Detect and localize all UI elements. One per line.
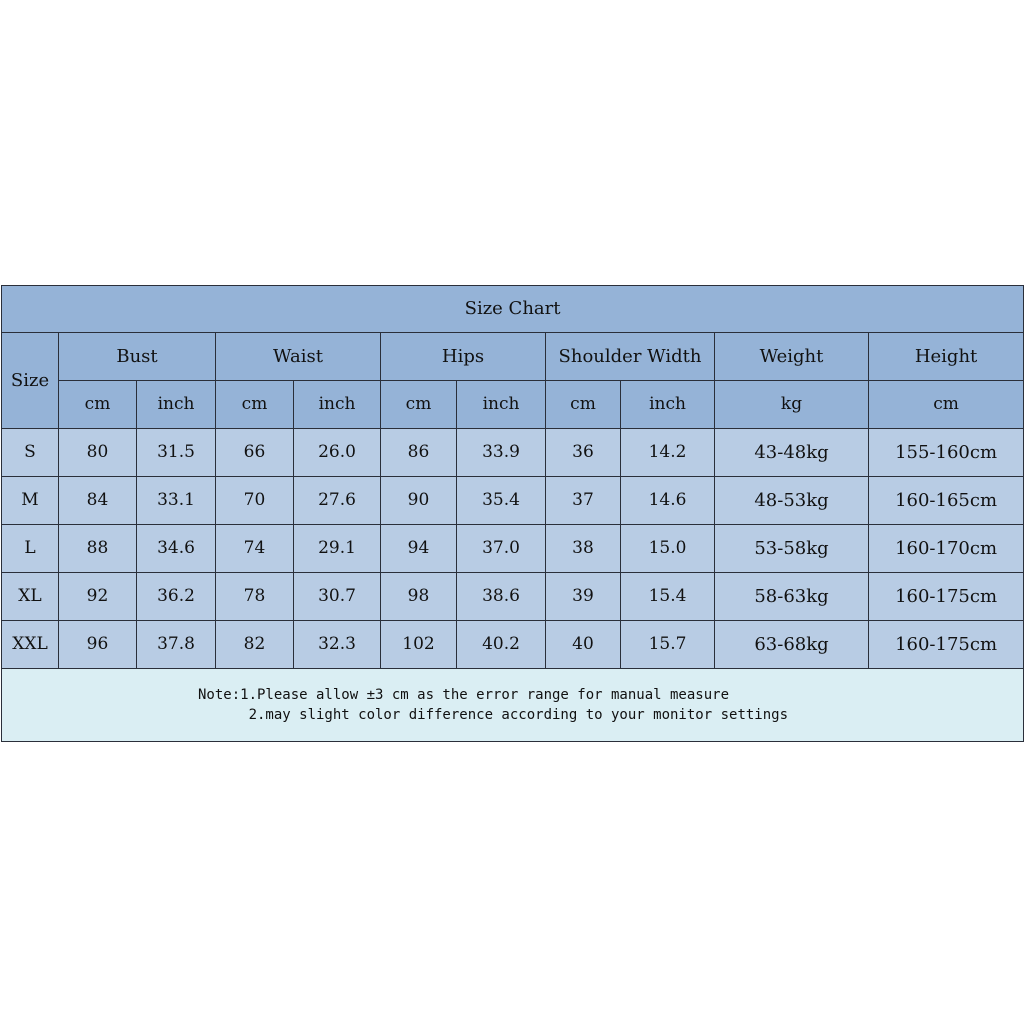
table-cell: 160-175cm: [869, 573, 1024, 621]
table-cell: 53-58kg: [715, 525, 869, 573]
size-cell: L: [2, 525, 59, 573]
unit-cell: inch: [137, 381, 216, 429]
table-cell: 102: [381, 621, 457, 669]
table-row: [2, 477, 1024, 525]
unit-cell: inch: [457, 381, 546, 429]
table-cell: 40.2: [457, 621, 546, 669]
unit-cell: cm: [546, 381, 621, 429]
table-cell: 27.6: [294, 477, 381, 525]
table-cell: 40: [546, 621, 621, 669]
table-cell: 160-170cm: [869, 525, 1024, 573]
size-cell: M: [2, 477, 59, 525]
table-cell: 37.8: [137, 621, 216, 669]
height-header: Height: [869, 333, 1024, 381]
table-cell: 78: [216, 573, 294, 621]
table-cell: 32.3: [294, 621, 381, 669]
table-cell: 88: [59, 525, 137, 573]
table-row: [2, 525, 1024, 573]
unit-cell: kg: [715, 381, 869, 429]
unit-row: [2, 381, 1024, 429]
table-cell: 15.0: [621, 525, 715, 573]
table-cell: 34.6: [137, 525, 216, 573]
table-cell: 96: [59, 621, 137, 669]
table-cell: 86: [381, 429, 457, 477]
table-row: [2, 621, 1024, 669]
size-chart-table: [1, 285, 1024, 742]
table-cell: 43-48kg: [715, 429, 869, 477]
chart-title: Size Chart: [2, 286, 1024, 333]
unit-cell: cm: [59, 381, 137, 429]
hips-header: Hips: [381, 333, 546, 381]
table-cell: 74: [216, 525, 294, 573]
table-cell: 14.6: [621, 477, 715, 525]
table-cell: 33.9: [457, 429, 546, 477]
table-cell: 160-165cm: [869, 477, 1024, 525]
size-cell: XXL: [2, 621, 59, 669]
table-cell: 33.1: [137, 477, 216, 525]
table-cell: 90: [381, 477, 457, 525]
table-cell: 66: [216, 429, 294, 477]
table-cell: 36: [546, 429, 621, 477]
size-cell: S: [2, 429, 59, 477]
unit-cell: inch: [294, 381, 381, 429]
title-row: [2, 286, 1024, 333]
note-row: [2, 669, 1024, 742]
table-cell: 38.6: [457, 573, 546, 621]
bust-header: Bust: [59, 333, 216, 381]
table-cell: 35.4: [457, 477, 546, 525]
table-cell: 15.4: [621, 573, 715, 621]
waist-header: Waist: [216, 333, 381, 381]
note-line-2: 2.may slight color difference according to your monitor settings: [198, 707, 789, 723]
shoulder-width-header: Shoulder Width: [546, 333, 715, 381]
table-cell: 29.1: [294, 525, 381, 573]
table-row: [2, 573, 1024, 621]
table-cell: 31.5: [137, 429, 216, 477]
unit-cell: inch: [621, 381, 715, 429]
table-cell: 37.0: [457, 525, 546, 573]
size-cell: XL: [2, 573, 59, 621]
table-cell: 82: [216, 621, 294, 669]
table-cell: 80: [59, 429, 137, 477]
table-row: [2, 429, 1024, 477]
table-cell: 30.7: [294, 573, 381, 621]
size-header: Size: [2, 333, 59, 429]
table-cell: 39: [546, 573, 621, 621]
unit-cell: cm: [869, 381, 1024, 429]
table-cell: 26.0: [294, 429, 381, 477]
weight-header: Weight: [715, 333, 869, 381]
table-cell: 160-175cm: [869, 621, 1024, 669]
table-cell: 15.7: [621, 621, 715, 669]
table-cell: 84: [59, 477, 137, 525]
table-cell: 37: [546, 477, 621, 525]
header-row: [2, 333, 1024, 381]
note-line-1: Note:1.Please allow ±3 cm as the error range for manual measure: [198, 687, 730, 703]
table-cell: 94: [381, 525, 457, 573]
unit-cell: cm: [381, 381, 457, 429]
table-cell: 38: [546, 525, 621, 573]
table-cell: 98: [381, 573, 457, 621]
unit-cell: cm: [216, 381, 294, 429]
table-cell: 14.2: [621, 429, 715, 477]
table-cell: 48-53kg: [715, 477, 869, 525]
table-cell: 36.2: [137, 573, 216, 621]
table-cell: 58-63kg: [715, 573, 869, 621]
table-cell: 155-160cm: [869, 429, 1024, 477]
note-cell: [2, 669, 1024, 742]
table-cell: 92: [59, 573, 137, 621]
table-cell: 63-68kg: [715, 621, 869, 669]
table-cell: 70: [216, 477, 294, 525]
